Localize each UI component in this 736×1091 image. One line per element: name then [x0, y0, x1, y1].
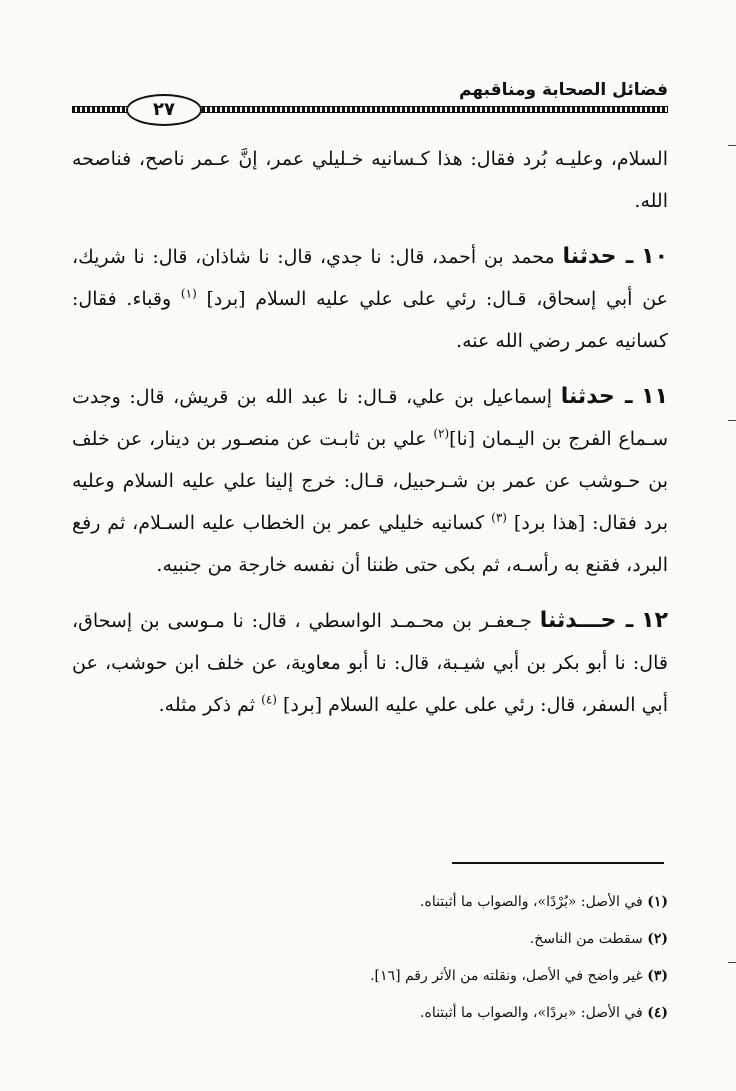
hadith-text: كسانيه خليلي عمر بن الخطاب عليه السـلام، ثم رفع البرد، فقنع به رأسـه، ثم بكى حتى ظننا أن نفسه خارجة من جنبيه.	[72, 512, 668, 576]
hadith-number: ١١	[641, 384, 669, 409]
hadith-11	[72, 376, 668, 586]
footnote-number: (١)	[647, 894, 668, 910]
hadith-text: علي بن ثابـت عن منصـور بن دينار، عن خلف بن حـوشب عن عمر بن شـرحبيل، قـال: خرج إلينا علي عليه السلام وعليه برد فقال: [هذا برد]	[72, 428, 668, 534]
paragraph-continuation	[72, 138, 668, 222]
hadith-12	[72, 600, 668, 726]
footnote-ref[interactable]: (٣)	[491, 510, 507, 525]
footnote-2	[72, 921, 668, 958]
body-text	[72, 138, 668, 740]
scan-margin-mark	[728, 420, 736, 421]
hadith-text: ثم ذكر مثله.	[158, 694, 256, 716]
hadith-text: محمد بن أحمد، قال: نا جدي، قال: نا شاذان، قال: نا شريك، عن أبي إسحاق، قـال: رئي على علي عليه السلام [برد]	[72, 246, 668, 310]
page-header	[72, 80, 668, 124]
hadith-lead: ـ حدثنا	[560, 384, 633, 409]
hadith-text: جـعفـر بن محـمـد الواسطي ، قال: نا مـوسى بن إسحاق، قال: نا أبو بكر بن أبي شيـبة، قال: نا أبو معاوية، عن خلف ابن حوشب، عن أبي السفر، قال: رئي على علي عليه السلام [برد]	[72, 610, 668, 716]
scan-margin-mark	[728, 145, 736, 146]
paragraph-text: السلام، وعليـه بُرد فقال: هذا كـسانيه خـليلي عمر، إنَّ عـمر ناصح، فناصحه الله.	[72, 148, 668, 212]
footnote-ref[interactable]: (٤)	[261, 692, 277, 707]
footnote-4	[72, 995, 668, 1032]
hadith-number: ١٢	[641, 608, 669, 633]
footnote-text: غير واضح في الأصل، ونقلته من الأثر رقم [١٦].	[370, 968, 643, 984]
page-number: ٢٧	[126, 94, 202, 126]
hadith-lead: ـ حـــدثنا	[539, 608, 634, 633]
footnotes	[72, 884, 668, 1032]
footnote-text: في الأصل: «بردًا»، والصواب ما أثبتناه.	[420, 1005, 643, 1021]
footnote-text: في الأصل: «بُرْدًا»، والصواب ما أثبتناه.	[420, 894, 643, 910]
hadith-text: وقباء. فقال: كسانيه عمر رضي الله عنه.	[72, 288, 668, 352]
hadith-10	[72, 236, 668, 362]
hadith-text: إسماعيل بن علي، قـال: نا عبد الله بن قريش، قال: وجدت سـماع الفرج بن اليـمان [نا]	[72, 386, 669, 450]
scan-margin-mark	[728, 962, 736, 963]
footnote-text: سقطت من الناسخ.	[529, 931, 643, 947]
book-title: فضائل الصحابة ومناقبهم	[459, 80, 668, 100]
footnote-number: (٤)	[647, 1005, 668, 1021]
footnote-separator	[452, 862, 664, 864]
hadith-lead: ـ حدثنا	[562, 244, 634, 269]
footnote-ref[interactable]: (١)	[180, 286, 197, 301]
footnote-1	[72, 884, 668, 921]
footnote-number: (٢)	[647, 931, 668, 947]
hadith-number: ١٠	[641, 244, 668, 269]
footnote-3	[72, 958, 668, 995]
footnote-ref[interactable]: (٢)	[433, 426, 450, 441]
footnote-number: (٣)	[647, 968, 668, 984]
